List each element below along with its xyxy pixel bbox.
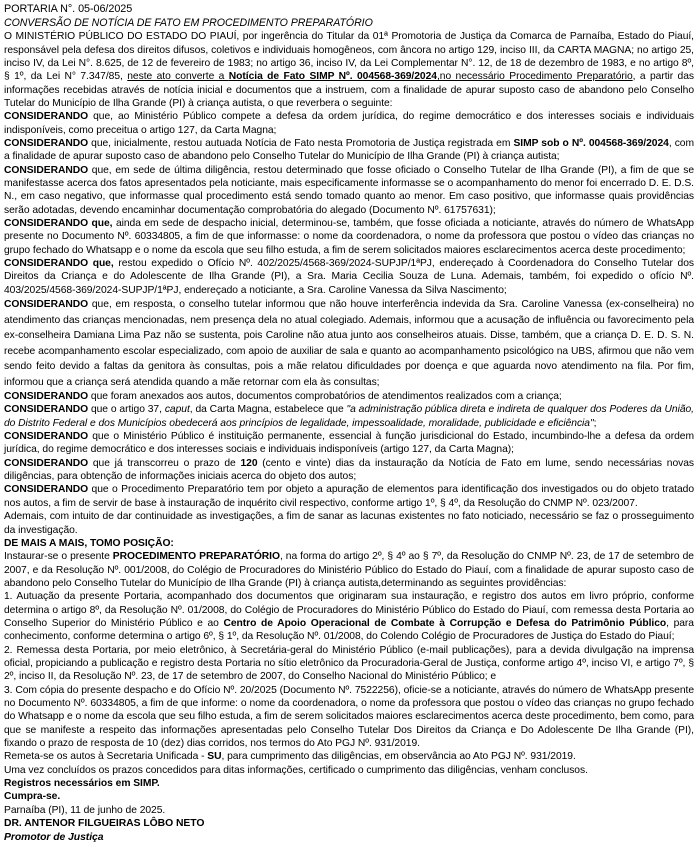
considerando-label: CONSIDERANDO (4, 484, 89, 496)
preamble-text-part2: ,no necessário Procedimento Preparatório (436, 71, 633, 83)
considerando-item (4, 110, 694, 137)
considerando-text: que, inicialmente, restou autuada Notícia de Fato nesta Promotoria de Justiça registrada em (88, 137, 514, 149)
ademais-paragraph: Ademais, com intuito de dar continuidade as investigações, a fim de sanar as lacunas existentes no fato noticiado, necessário se faz o prosseguimento da investigação. (4, 511, 694, 536)
place-and-date: Parnaíba (PI), 11 de junho de 2025. (4, 804, 166, 816)
preamble-text-part1: O MINISTÉRIO PÚBLICO DO ESTADO DO PIAUÍ, por ingerência do Titular da 01ª Promotoria de Justiça da Comarca de Parnaíba, Estado do Piauí, responsável pela defesa dos direitos difusos, coletivos e individuais homogêneos, com âncora no artigo 129, inciso III, da CARTA MAGNA; no artigo 25, inciso IV, da Lei N°. 8.625, de 12 de fevereiro de 1983; no artigo 36, inciso IV, da Lei Complementar N°. 12, de 18 de dezembro de 1983, e no artigo 8º, § 1º, da Lei N° 7.347/85, (4, 31, 694, 83)
prazo-dias-value: 120 (240, 457, 258, 469)
considerando-label: CONSIDERANDO (4, 299, 89, 311)
procedimento-preparatorio-label: PROCEDIMENTO PREPARATÓRIO (112, 551, 280, 563)
centro-apoio-operacional-label: Centro de Apoio Operacional de Combate à Corrupção e Defesa do Patrimônio Público (223, 617, 667, 629)
providencia-text-before: 3. Com cópia do presente despacho e do Ofício Nº. 20/2025 (Documento Nº. 7522256), oficie-se a noticiante, através do número de WhatsApp presente no Documento Nº. 60334805, a fim de que informe: o nome da coordenadora, o nome da professora que postou o vídeo das crianças no grupo fechado do Whatsapp e o nome da escola que seu filho estuda, a fim de serem solicitados maiores esclarecimentos acerca deste procedimento, bem como, para que se manifeste a respeito das informações apresentadas pelo Conselho Tutelar Dos Direitos da Criança e Do Adolescente De Ilha Grande (PI), fixando o prazo de resposta de 10 (dez) dias corridos, nos termos do Ato PGJ Nº. 931/2019. (4, 684, 694, 749)
considerando-label: CONSIDERANDO (4, 137, 89, 149)
considerando-label: CONSIDERANDO (4, 391, 89, 403)
considerando-text: restou expedido o Ofício Nº. 402/2025/4568-369/2024-SUPJP/1ªPJ, endereçado à Coordenadora do Conselho Tutelar dos Direitos da Criança e do Adolescente de Ilha Grande (PI), a Sra. Maria Cecilia Souza de Luna. Ademais, também, foi expedido o ofício Nº. 403/2025/4568-369/2024-SUPJP/1ªPJ, endereçado a noticiante, a Sra. Caroline Vanessa da Silva Nascimento; (4, 258, 694, 296)
considerando-text-after: , com a finalidade de apurar suposto caso de abandono pelo Conselho Tutelar do Município de Ilha Grande (PI) à criança autista; (4, 137, 694, 163)
cumpra-se-line: Cumpra-se. (4, 791, 61, 803)
signer-name: DR. ANTENOR FILGUEIRAS LÔBO NETO (4, 818, 205, 830)
registros-simp-line: Registros necessários em SIMP. (4, 778, 160, 790)
considerando-label: CONSIDERANDO (4, 111, 89, 123)
position-heading: DE MAIS A MAIS, TOMO POSIÇÃO: (4, 537, 174, 549)
signer-role: Promotor de Justiça (4, 831, 104, 843)
remeta-text-after: , para cumprimento das diligências, em observância ao Ato PGJ Nº. 931/2019. (221, 751, 576, 763)
considerando-item (4, 457, 694, 484)
remeta-text-before: Remeta-se os autos à Secretaria Unificada - (4, 751, 208, 763)
considerando-text-mid: , da Carta Magna, estabelece que (189, 404, 347, 416)
considerando-label: CONSIDERANDO (4, 431, 89, 443)
considerando-item (4, 137, 694, 164)
providencia-item (4, 590, 694, 643)
considerando-text: que já transcorreu o prazo de (88, 457, 241, 469)
page-title: PORTARIA N°. 05-06/2025 (4, 3, 133, 15)
noticia-de-fato-reference: Notícia de Fato SIMP Nº. 004568-369/2024 (228, 71, 437, 83)
considerando-text-after: ; (593, 417, 597, 429)
remeta-paragraph (4, 750, 694, 763)
preamble-text-part3: , a partir das informações recebidas através de notícia inicial e documentos que a instruem, com a finalidade de apurar suposto caso de abandono pelo Conselho Tutelar do Município de Ilha Grande (PI) à criança autista, o que reverbera o seguinte: (4, 71, 695, 109)
considerando-text: que, em resposta, o conselho tutelar informou que não houve interferência indevida da Sra. Caroline Vanessa (ex-conselheira) no atendimento das crianças mencionadas, nem presença dela no atual colegiado. Ademais, informou que a acusação de influência ou favorecimento pela ex-conselheira Damiana Lima Paz não se sustenta, pois Caroline não atua junto aos conselheiros atuais. Disse, também, que a criança D. E. D. S. N. recebe acompanhamento escolar especializado, com apoio de auxiliar de sala e quanto ao acompanhamento psicológico na UBS, afirmou que não vem sendo feito devido a faltas da genitora às consultas, pois a mãe relatou dificuldades por doença e que aguarda novo atendimento na fila. Por fim, informou que a criança será atendida quando a mãe retornar com ela às consultas; (4, 299, 694, 388)
considerando-text: que foram anexados aos autos, documentos comprobatórios de atendimentos realizados com a criança; (88, 391, 562, 403)
providencia-item (4, 644, 694, 684)
considerando-text: que, em sede de última diligência, restou determinado que fosse oficiado o Conselho Tutelar de Ilha Grande (PI), a fim de que se manifestasse acerca dos fatos apresentados pela noticiante, mais especificamente informasse se o acompanhamento do menor foi encerrado D. E. D.S. N., em caso negativo, que informasse qual procedimento está sendo tomado quanto ao menor. Em caso positivo, que informasse quais providências serão adotadas, devendo encaminhar documentação comprobatória do alegado (Documento Nº. 61757631); (4, 164, 694, 216)
considerando-item (4, 403, 694, 430)
considerando-item (4, 430, 694, 457)
carta-magna-quotation: "a administração pública direta e indireta de qualquer dos Poderes da União, do Distrito Federal e dos Municípios obedecerá aos princípios de legalidade, impessoalidade, moralidade, publicidade e eficiência" (4, 404, 694, 429)
secretaria-unificada-abbreviation: SU (207, 751, 222, 763)
considerando-item (4, 217, 694, 257)
considerando-item (4, 257, 694, 297)
considerando-label: CONSIDERANDO (4, 457, 89, 469)
instauracao-paragraph (4, 550, 694, 590)
document-subtitle: CONVERSÃO DE NOTÍCIA DE FATO EM PROCEDIMENTO PREPARATÓRIO (4, 16, 373, 29)
considerando-label: CONSIDERANDO que, (4, 258, 114, 270)
considerando-text: ainda em sede de despacho inicial, determinou-se, também, que fosse oficiada a noticiante, através do número de WhatsApp presente no Documento Nº. 60334805, a fim de que informasse: o nome da coordenadora, o nome da professora que postou o vídeo das crianças no grupo fechado do Whatsapp e o nome da escola que seu filho estuda, a fim de serem solicitados maiores esclarecimentos acerca deste procedimento; (4, 218, 694, 256)
considerando-label: CONSIDERANDO (4, 404, 89, 416)
providencia-text-before: 1. Autuação da presente Portaria, acompanhado dos documentos que originaram sua instauração, e registro dos autos em livro próprio, conforme determina o artigo 8º, da Resolução Nº. 01/2008, do Colégio de Procuradores do Ministério Público do Estado do Piauí, com remessa desta Portaria ao Conselho Superior do Ministério Público e ao (4, 591, 694, 629)
considerando-label: CONSIDERANDO que, (4, 218, 113, 229)
considerando-text-after: (cento e vinte) dias da instauração da Notícia de Fato em lume, sendo necessárias novas diligências, para obtenção de informações iniciais acerca do objeto dos autos; (4, 457, 694, 483)
considerando-text: que o artigo 37, (88, 404, 165, 416)
conclusao-paragraph: Uma vez concluídos os prazos concedidos para ditas informações, certificado o cumprimento das diligências, venham conclusos. (4, 764, 588, 776)
considerando-text: que, ao Ministério Público compete a defesa da ordem jurídica, do regime democrático e dos interesses sociais e individuais indisponíveis, como preceitua o artigo 127, da Carta Magna; (4, 111, 694, 136)
instauracao-text-before: Instaurar-se o presente (4, 551, 113, 563)
considerando-label: CONSIDERANDO (4, 164, 89, 176)
preamble-paragraph (4, 30, 694, 110)
providencia-text-before: 2. Remessa desta Portaria, por meio eletrônico, à Secretária-geral do Ministério Público (e-mail publicações), para a devida divulgação na imprensa oficial, propiciando a publicação e registro desta Portaria no sítio eletrônico da Procuradoria-Geral de Justiça, conforme artigo 4º, inciso VI, e artigo 7º, § 2º, inciso II, da Resolução Nº. 23, de 17 de setembro de 2007, do Conselho Nacional do Ministério Público; e (4, 644, 694, 683)
simp-number-reference: SIMP sob o Nº. 004568-369/2024 (513, 137, 669, 149)
providencia-text-after: , para conhecimento, conforme determina o artigo 6º, § 1º, da Resolução Nº. 01/2008, do Colendo Colégio de Procuradores de Justiça do Estado do Piauí; (4, 617, 694, 643)
considerando-item (4, 390, 694, 403)
considerando-item (4, 297, 694, 390)
instauracao-text-after: , na forma do artigo 2º, § 4º ao § 7º, da Resolução do CNMP Nº. 23, de 17 de setembro de 2007, e da Resolução Nº. 001/2008, do Colégio de Procuradores do Ministério Público do Estado do Piauí, com a finalidade de apurar suposto caso de abandono pelo Conselho Tutelar do Município de Ilha Grande (PI) à criança autista,determinando as seguintes providências: (4, 551, 694, 589)
considerando-item (4, 483, 694, 510)
preamble-converte-underline: neste ato converte a (127, 71, 229, 83)
considerando-text: que o Procedimento Preparatório tem por objeto a apuração de elementos para identificação dos investigados ou do objeto tratado nos autos, a fim de servir de base à instauração de inquérito civil respectivo, conforme artigo 1º, § 4º, da Resolução do CNMP Nº. 023/2007. (4, 484, 694, 509)
considerando-item (4, 164, 694, 217)
caput-italic-word: caput (164, 404, 190, 416)
considerando-text: que o Ministério Público é instituição permanente, essencial à função jurisdicional do Estado, incumbindo-lhe a defesa da ordem jurídica, do regime democrático e dos interesses sociais e individuais indisponíveis (artigo 127, da Carta Magna); (4, 431, 694, 456)
providencia-item (4, 684, 694, 751)
